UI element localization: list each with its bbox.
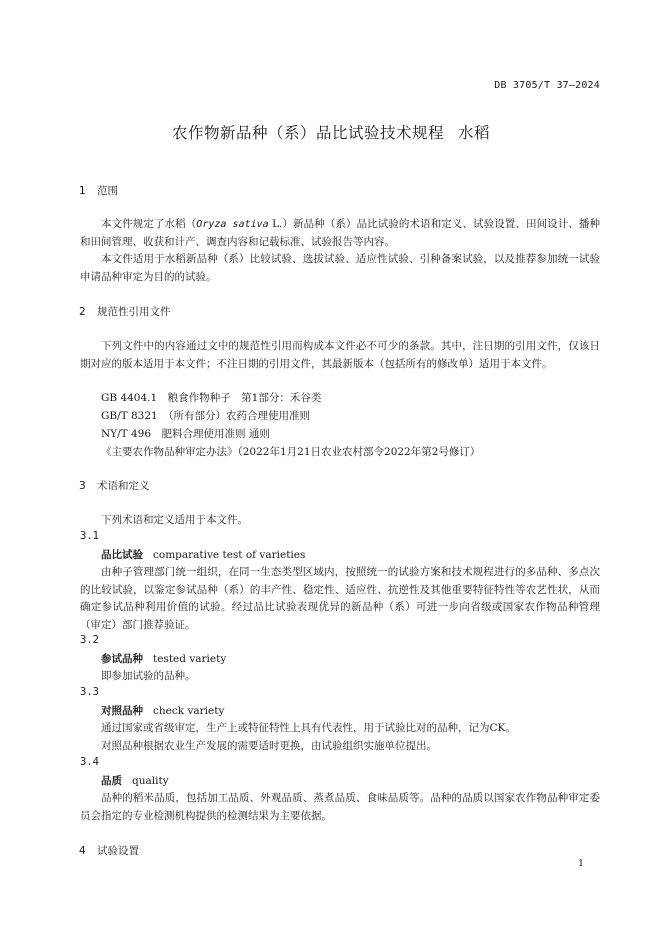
- scope-paragraph-1: 本文件规定了水稻（Oryza sativa L.）新品种（系）品比试验的术语和定义、试验设置、田间设计、播种和田间管理、收获和计产、调查内容和记载标准、试验报告等内容。: [80, 218, 601, 248]
- scope-paragraph-2: 本文件适用于水稻新品种（系）比较试验、选拔试验、适应性试验、引种备案试验，以及推荐参加统一试验申请品种审定为目的的试验。: [80, 253, 600, 283]
- term-definition: 对照品种根据农业生产发展的需要适时更换，由试验组织实施单位提出。: [101, 740, 437, 752]
- title-main: 农作物新品种（系）品比试验技术规程: [171, 124, 444, 142]
- section-heading-normative: 2 规范性引用文件: [79, 306, 171, 318]
- reference-item: 《主要农作物品种审定办法》（2022年1月21日农业农村部令2022年第2号修订）: [101, 446, 481, 458]
- document-code: DB 3705/T 37—2024: [494, 80, 600, 91]
- term-number: 3.4: [80, 756, 99, 768]
- term-number: 3.1: [80, 530, 99, 542]
- page-number: 1: [577, 858, 584, 869]
- section-heading-scope: 1 范围: [79, 185, 118, 197]
- term-heading: 参试品种 tested variety: [101, 653, 227, 665]
- term-heading: 品比试验 comparative test of varieties: [101, 549, 306, 561]
- term-definition: 品种的稻米品质，包括加工品质、外观品质、蒸煮品质、食味品质等。品种的品质以国家农作物品种审定委员会指定的专业检测机构提供的检测结果为主要依据。: [80, 792, 600, 822]
- term-number: 3.2: [80, 634, 99, 646]
- reference-item: NY/T 496 肥料合理使用准则 通则: [101, 428, 270, 440]
- latin-name: Oryza sativa: [196, 219, 269, 230]
- reference-item: GB 4404.1 粮食作物种子 第1部分：禾谷类: [101, 392, 322, 404]
- normative-intro: 下列文件中的内容通过文中的规范性引用而构成本文件必不可少的条款。其中，注日期的引用文件，仅该日期对应的版本适用于本文件；不注日期的引用文件，其最新版本（包括所有的修改单）适用于本文件。: [80, 340, 600, 370]
- term-definition: 通过国家或省级审定，生产上或特征特性上具有代表性，用于试验比对的品种，记为CK。: [101, 722, 516, 734]
- term-number: 3.3: [80, 686, 99, 698]
- document-title: [0, 121, 662, 143]
- reference-item: GB/T 8321 （所有部分）农药合理使用准则: [101, 410, 310, 422]
- term-heading: 对照品种 check variety: [101, 705, 225, 717]
- section-heading-terms: 3 术语和定义: [79, 480, 150, 492]
- term-definition: 即参加试验的品种。: [101, 670, 196, 682]
- term-definition: 由种子管理部门统一组织，在同一生态类型区域内，按照统一的试验方案和技术规程进行的多品种、多点次的比较试验，以鉴定参试品种（系）的丰产性、稳定性、适应性、抗逆性及其他重要特征特性等农艺性状，从而确定参试品种利用价值的试验。经过品比试验表现优异的新品种（系）可进一步向省级或国家农作物品种管理（审定）部门推荐验证。: [80, 566, 600, 631]
- terms-intro: 下列术语和定义适用于本文件。: [101, 514, 248, 526]
- title-sub: 水稻: [458, 124, 491, 142]
- term-heading: 品质 quality: [101, 775, 169, 787]
- section-heading-trial-setup: 4 试验设置: [79, 845, 139, 857]
